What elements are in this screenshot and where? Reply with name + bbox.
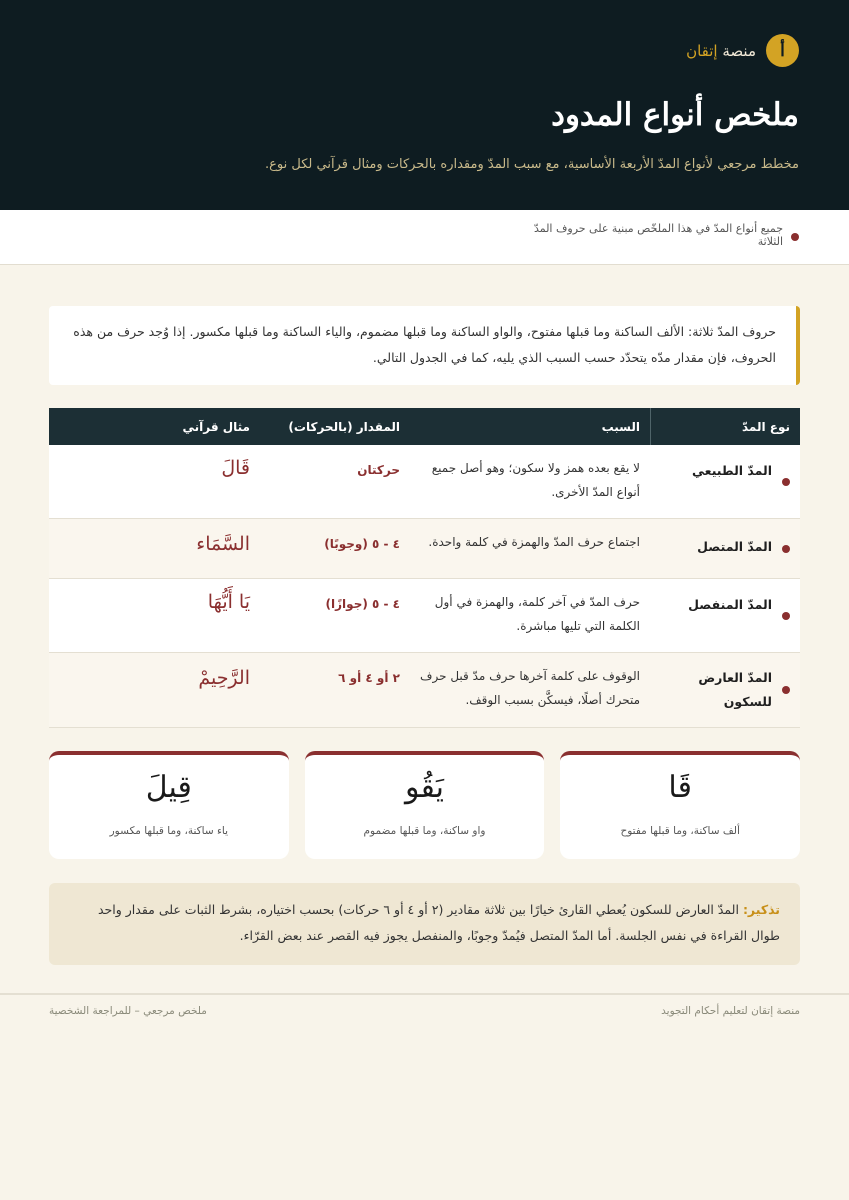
brand-name-prefix: منصة <box>722 41 756 60</box>
brand-name <box>686 42 756 60</box>
page-title: ملخص أنواع المدود <box>551 97 799 133</box>
row-cause-cell <box>410 579 650 652</box>
row-cause-cell <box>410 653 650 727</box>
row-example: السَّمَاء <box>196 533 250 555</box>
reminder-note <box>49 883 800 965</box>
row-type-cell <box>650 519 800 578</box>
row-amount-cell <box>260 653 410 727</box>
bullet-dot-icon <box>782 686 790 694</box>
row-amount-cell <box>260 579 410 652</box>
brand[interactable] <box>50 34 799 67</box>
footer-left-text: ملخص مرجعي – للمراجعة الشخصية <box>49 1005 207 1017</box>
row-cause: حرف المدّ في آخر كلمة، والهمزة في أول الكلمة التي تليها مباشرة. <box>434 595 640 633</box>
row-type: المدّ المنفصل <box>688 596 772 612</box>
row-example: الرَّحِيمْ <box>198 667 250 689</box>
row-type-cell <box>650 653 800 727</box>
note-text: المدّ العارض للسكون يُعطي القارئ خيارًا بين ثلاثة مقادير (٢ أو ٤ أو ٦ حركات) بحسب اختياره، بشرط الثبات على مقدار واحد طوال القراءة في نفس الجلسة. أما المدّ المتصل فيُمدّ وجوبًا، والمنفصل يجوز فيه القصر عند بعض القرّاء. <box>97 902 780 943</box>
header-cause: السبب <box>601 419 640 434</box>
table-row <box>49 519 800 579</box>
row-type: المدّ العارض للسكون <box>698 670 772 709</box>
row-example-cell <box>49 445 260 518</box>
row-cause: لا يقع بعده همز ولا سكون؛ وهو أصل جميع أنواع المدّ الأخرى. <box>431 461 640 499</box>
row-amount: ٤ - ٥ (جوازًا) <box>325 597 400 611</box>
letter-card-waw <box>305 751 545 859</box>
header-example: مثال قرآني <box>182 419 250 434</box>
notice-text: جميع أنواع المدّ في هذا الملخّص مبنية على حروف المدّ الثلاثة <box>533 222 783 248</box>
footer-right-text: منصة إتقان لتعليم أحكام التجويد <box>661 1005 800 1017</box>
card-caption: واو ساكنة، وما قبلها مضموم <box>363 825 486 837</box>
row-example-cell <box>49 579 260 652</box>
card-letter: قَا <box>668 770 692 805</box>
madd-types-table <box>49 408 800 728</box>
bullet-dot-icon <box>791 233 799 241</box>
row-cause: اجتماع حرف المدّ والهمزة في كلمة واحدة. <box>428 535 640 549</box>
row-amount: ٢ أو ٤ أو ٦ <box>338 671 400 685</box>
card-caption: ألف ساكنة، وما قبلها مفتوح <box>620 825 740 837</box>
card-caption: ياء ساكنة، وما قبلها مكسور <box>109 825 229 837</box>
row-amount-cell <box>260 519 410 578</box>
row-type: المدّ الطبيعي <box>692 462 772 478</box>
table-row <box>49 653 800 728</box>
page-header <box>0 0 849 210</box>
row-amount: حركتان <box>357 463 400 477</box>
bullet-dot-icon <box>782 612 790 620</box>
main-content <box>0 265 849 965</box>
page-subtitle: مخطط مرجعي لأنواع المدّ الأربعة الأساسية، مع سبب المدّ ومقداره بالحركات ومثال قرآني لكل نوع. <box>265 157 799 172</box>
notice-strip <box>0 210 849 265</box>
row-cause: الوقوف على كلمة آخرها حرف مدّ قبل حرف متحرك أصلًا، فيسكَّن بسبب الوقف. <box>420 669 640 707</box>
note-label: تذكير: <box>742 902 780 917</box>
row-example-cell <box>49 653 260 727</box>
row-example: قَالَ <box>221 457 250 479</box>
row-example: يَا أَيُّهَا <box>207 591 250 613</box>
row-type-cell <box>650 579 800 652</box>
row-type: المدّ المتصل <box>697 538 772 554</box>
bullet-dot-icon <box>782 478 790 486</box>
row-type-cell <box>650 445 800 518</box>
header-type: نوع المدّ <box>650 408 800 445</box>
row-cause-cell <box>410 519 650 578</box>
page-footer <box>0 993 849 1017</box>
brand-logo-icon: أ <box>766 34 799 67</box>
row-cause-cell <box>410 445 650 518</box>
brand-name-accent: إتقان <box>686 41 718 60</box>
table-row <box>49 579 800 653</box>
bullet-dot-icon <box>782 545 790 553</box>
card-letter: قِيلَ <box>145 770 192 805</box>
intro-text: حروف المدّ ثلاثة: الألف الساكنة وما قبلها مفتوح، والواو الساكنة وما قبلها مضموم، والياء الساكنة وما قبلها مكسور. إذا وُجد حرف من هذه الحروف، فإن مقدار مدّه يتحدّد حسب السبب الذي يليه، كما في الجدول التالي. <box>73 324 776 365</box>
row-amount: ٤ - ٥ (وجوبًا) <box>324 537 400 551</box>
table-row <box>49 445 800 519</box>
card-letter: يَقُو <box>404 770 445 805</box>
table-header <box>49 408 800 445</box>
header-amount: المقدار (بالحركات) <box>288 419 400 434</box>
row-example-cell <box>49 519 260 578</box>
letter-card-alif <box>560 751 800 859</box>
row-amount-cell <box>260 445 410 518</box>
letter-cards <box>49 751 800 859</box>
intro-card <box>49 306 800 385</box>
letter-card-ya <box>49 751 289 859</box>
